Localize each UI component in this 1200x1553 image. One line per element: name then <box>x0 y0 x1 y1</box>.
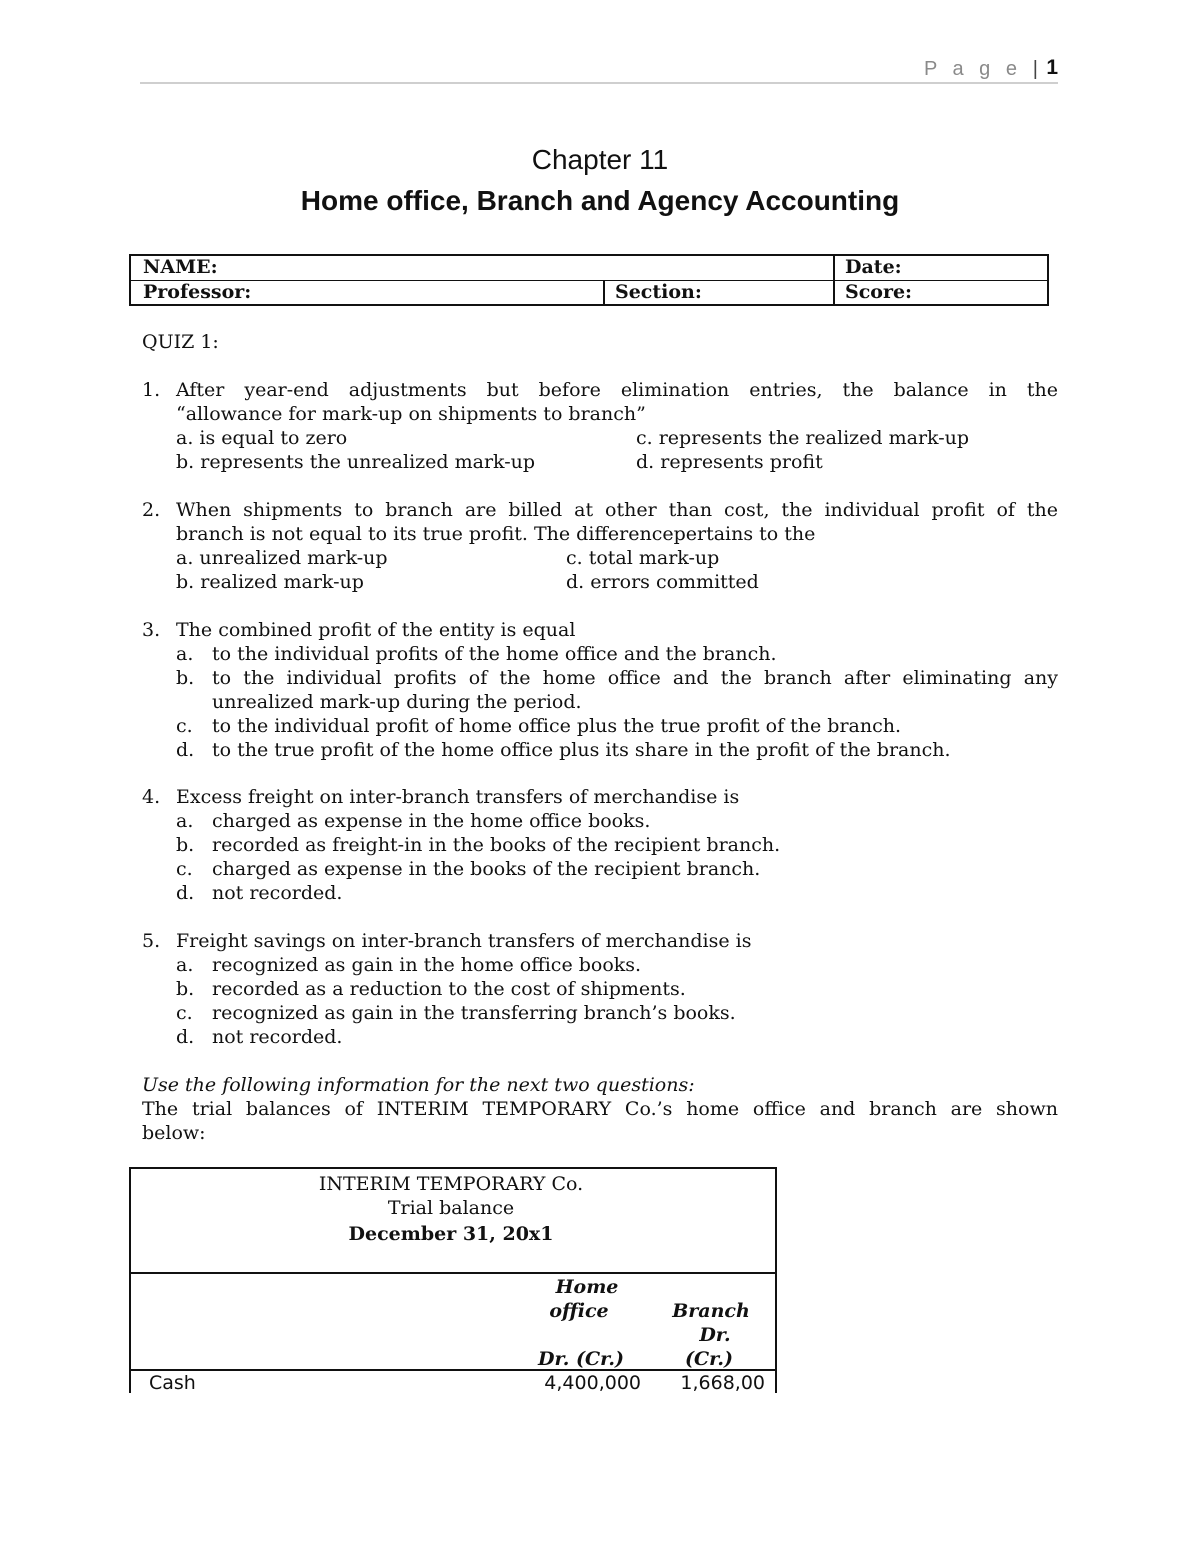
tb-row-account: Cash <box>149 1372 196 1394</box>
question-3-text: The combined profit of the entity is equal <box>176 619 576 641</box>
info-col-divider-2 <box>603 280 605 304</box>
chapter-title: Chapter 11 <box>531 144 669 175</box>
question-1-option-b: b. represents the unrealized mark-up <box>176 451 536 473</box>
tb-date: December 31, 20x1 <box>348 1223 554 1245</box>
question-4-option-a-letter: a. <box>176 810 194 832</box>
page-separator: | <box>1032 58 1038 80</box>
question-2-number: 2. <box>142 499 161 521</box>
question-5-option-c-text: recognized as gain in the transferring branch’s books. <box>212 1002 736 1024</box>
question-5-number: 5. <box>142 930 161 952</box>
tb-col-branch-line2: Dr. <box>699 1324 731 1346</box>
question-3-option-a-letter: a. <box>176 643 194 665</box>
question-4-option-a-text: charged as expense in the home office books. <box>212 810 651 832</box>
tb-row-home-value: 4,400,000 <box>544 1372 641 1394</box>
question-4-number: 4. <box>142 786 161 808</box>
question-4-option-b-letter: b. <box>176 834 195 856</box>
question-3-option-b-text-cont: unrealized mark-up during the period. <box>212 691 582 713</box>
tb-col-home-line1: Home <box>555 1276 619 1298</box>
question-1-text: After year-end adjustments but before elimination entries, the balance in the <box>176 379 1058 401</box>
tb-row-branch-value: 1,668,00 <box>680 1372 765 1394</box>
info-note: Use the following information for the next two questions: <box>142 1074 695 1096</box>
intro-text-cont: below: <box>142 1122 206 1144</box>
question-2-option-a: a. unrealized mark-up <box>176 547 388 569</box>
chapter-subtitle: Home office, Branch and Agency Accounting <box>300 185 900 216</box>
question-5-text: Freight savings on inter-branch transfers of merchandise is <box>176 930 752 952</box>
trial-balance-table <box>129 1167 777 1393</box>
page-header <box>140 56 1058 84</box>
question-1-option-c: c. represents the realized mark-up <box>636 427 970 449</box>
score-field-label: Score: <box>845 281 913 303</box>
question-4-text: Excess freight on inter-branch transfers of merchandise is <box>176 786 740 808</box>
quiz-title: QUIZ 1: <box>142 331 219 353</box>
tb-col-branch-line3: (Cr.) <box>685 1348 733 1370</box>
question-5-option-c-letter: c. <box>176 1002 193 1024</box>
question-1-text-cont: “allowance for mark-up on shipments to branch” <box>176 403 646 425</box>
professor-field-label: Professor: <box>143 281 252 303</box>
question-4-option-d-text: not recorded. <box>212 882 343 904</box>
question-2-option-c: c. total mark-up <box>566 547 720 569</box>
tb-col-home-line2: office <box>549 1300 609 1322</box>
question-2-text: When shipments to branch are billed at other than cost, the individual profit of the <box>176 499 1058 521</box>
tb-col-home-line3: Dr. (Cr.) <box>538 1348 624 1370</box>
question-5-option-b-text: recorded as a reduction to the cost of shipments. <box>212 978 686 1000</box>
student-info-box <box>129 254 1049 306</box>
question-4-option-c-letter: c. <box>176 858 193 880</box>
date-field-label: Date: <box>845 256 902 278</box>
question-1-option-a: a. is equal to zero <box>176 427 348 449</box>
question-4-option-b-text: recorded as freight-in in the books of the recipient branch. <box>212 834 781 856</box>
question-3-number: 3. <box>142 619 161 641</box>
question-3-option-c-text: to the individual profit of home office plus the true profit of the branch. <box>212 715 902 737</box>
question-4-option-d-letter: d. <box>176 882 195 904</box>
name-field-label: NAME: <box>143 256 218 278</box>
section-field-label: Section: <box>615 281 702 303</box>
question-3-option-d-text: to the true profit of the home office plus its share in the profit of the branch. <box>212 739 951 761</box>
question-1-option-d: d. represents profit <box>636 451 823 473</box>
question-2-option-b: b. realized mark-up <box>176 571 364 593</box>
intro-text: The trial balances of INTERIM TEMPORARY Co.’s home office and branch are shown <box>142 1098 1058 1120</box>
question-5-option-d-letter: d. <box>176 1026 195 1048</box>
tb-title: Trial balance <box>387 1197 515 1219</box>
question-2-option-d: d. errors committed <box>566 571 759 593</box>
tb-header-divider <box>129 1272 777 1274</box>
tb-company-name: INTERIM TEMPORARY Co. <box>318 1173 584 1195</box>
page-number: 1 <box>1046 56 1058 79</box>
question-4-option-c-text: charged as expense in the books of the recipient branch. <box>212 858 761 880</box>
question-3-option-d-letter: d. <box>176 739 195 761</box>
question-5-option-a-text: recognized as gain in the home office books. <box>212 954 642 976</box>
question-3-option-c-letter: c. <box>176 715 193 737</box>
info-col-divider-1 <box>833 256 835 304</box>
page-label: P a g e <box>923 58 1022 80</box>
question-1-number: 1. <box>142 379 161 401</box>
question-3-option-a-text: to the individual profits of the home office and the branch. <box>212 643 777 665</box>
tb-col-branch-line1: Branch <box>672 1300 750 1322</box>
question-5-option-a-letter: a. <box>176 954 194 976</box>
question-3-option-b-text: to the individual profits of the home office and the branch after eliminating any <box>212 667 1058 689</box>
question-2-text-cont: branch is not equal to its true profit. The differencepertains to the <box>176 523 816 545</box>
question-5-option-d-text: not recorded. <box>212 1026 343 1048</box>
question-5-option-b-letter: b. <box>176 978 195 1000</box>
question-3-option-b-letter: b. <box>176 667 195 689</box>
